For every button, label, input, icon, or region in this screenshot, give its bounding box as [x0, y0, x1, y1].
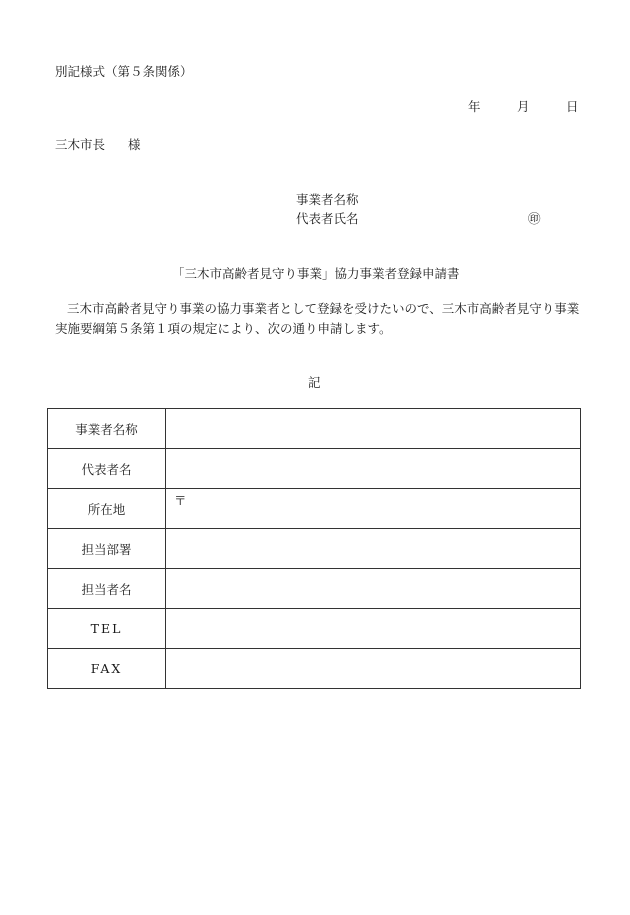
- row-value-department[interactable]: [166, 529, 581, 569]
- addressee-honorific: 様: [128, 137, 141, 152]
- row-value-tel[interactable]: [166, 609, 581, 649]
- row-value-address[interactable]: 〒: [166, 489, 581, 529]
- table-row: [48, 489, 581, 529]
- row-label-representative: 代表者名: [48, 449, 166, 489]
- form-reference: 別記様式（第５条関係）: [55, 64, 193, 79]
- row-value-representative[interactable]: [166, 449, 581, 489]
- table-row: [48, 409, 581, 449]
- row-label-fax: FAX: [48, 649, 166, 689]
- row-label-department: 担当部署: [48, 529, 166, 569]
- date-day-label: 日: [566, 99, 579, 114]
- date-month-label: 月: [517, 99, 530, 114]
- applicant-representative-label: 代表者氏名: [296, 211, 359, 226]
- table-row: [48, 529, 581, 569]
- row-value-contact-person[interactable]: [166, 569, 581, 609]
- row-value-fax[interactable]: [166, 649, 581, 689]
- addressee-name: 三木市長: [55, 137, 106, 152]
- ki-heading: 記: [308, 375, 321, 390]
- seal-icon: ㊞: [528, 211, 541, 226]
- row-label-tel: TEL: [48, 609, 166, 649]
- row-label-business-name: 事業者名称: [48, 409, 166, 449]
- table-row: [48, 569, 581, 609]
- applicant-business-name-label: 事業者名称: [296, 192, 359, 207]
- date-year-label: 年: [468, 99, 481, 114]
- table-row: [48, 649, 581, 689]
- table-row: [48, 449, 581, 489]
- document-title: 「三木市高齢者見守り事業」協力事業者登録申請書: [172, 266, 460, 281]
- table-row: [48, 609, 581, 649]
- row-label-address: 所在地: [48, 489, 166, 529]
- registration-info-table: [47, 408, 581, 689]
- body-paragraph: 三木市高齢者見守り事業の協力事業者として登録を受けたいので、三木市高齢者見守り事業実施要綱第５条第１項の規定により、次の通り申請します。: [55, 301, 580, 336]
- row-value-business-name[interactable]: [166, 409, 581, 449]
- row-label-contact-person: 担当者名: [48, 569, 166, 609]
